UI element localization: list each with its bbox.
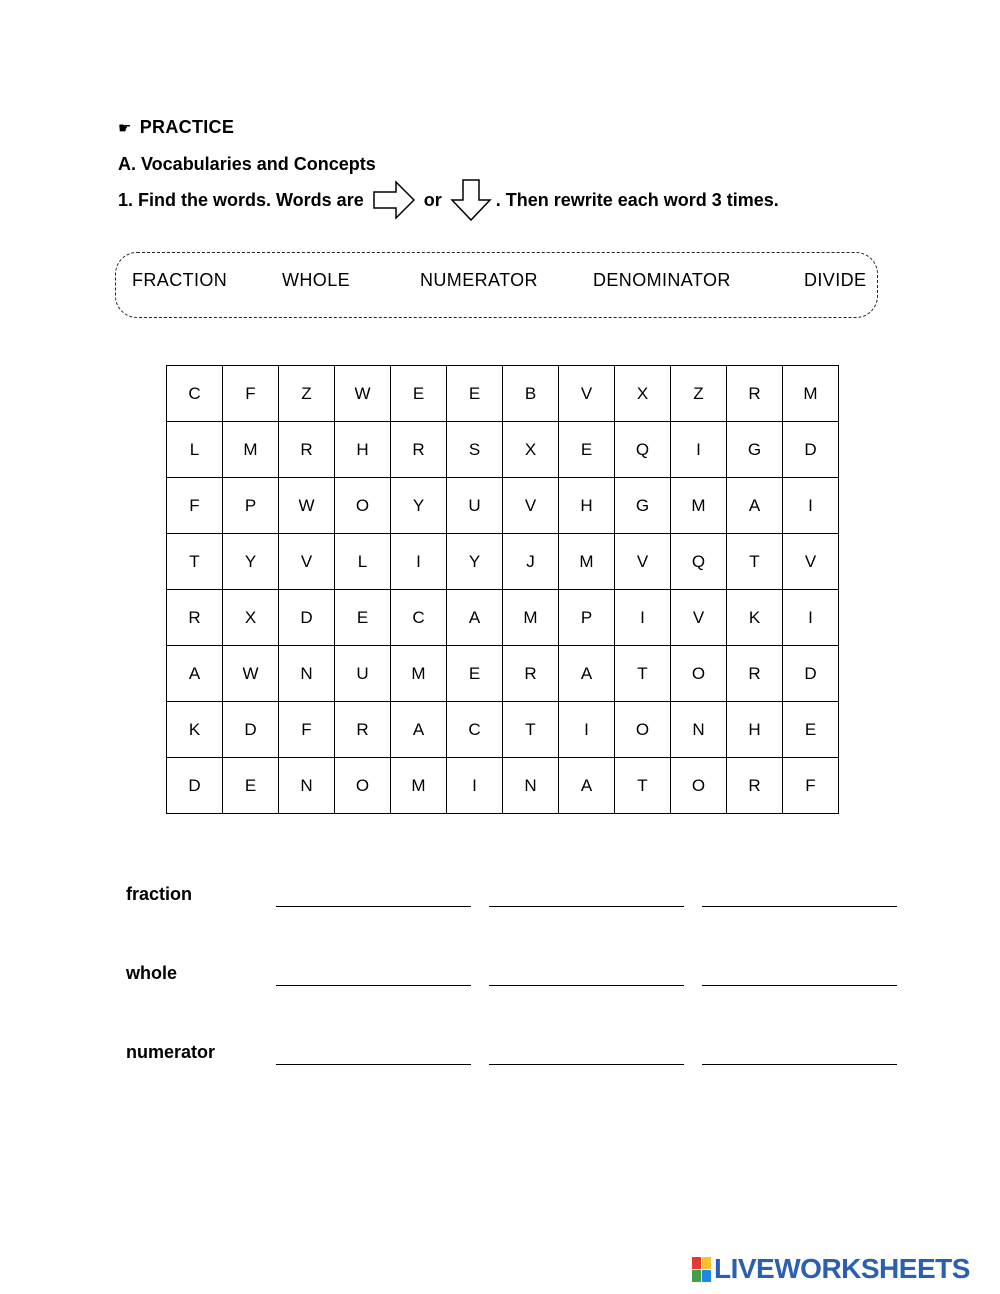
grid-cell[interactable]: M: [503, 590, 559, 646]
grid-cell[interactable]: O: [671, 646, 727, 702]
grid-cell[interactable]: O: [671, 758, 727, 814]
rewrite-blank[interactable]: [276, 1064, 471, 1065]
grid-cell[interactable]: R: [503, 646, 559, 702]
down-arrow-icon: [450, 178, 492, 222]
rewrite-row: [126, 1042, 926, 1072]
logo-block: [692, 1270, 701, 1282]
grid-cell[interactable]: E: [447, 646, 503, 702]
grid-cell[interactable]: C: [391, 590, 447, 646]
grid-cell[interactable]: E: [391, 366, 447, 422]
grid-cell[interactable]: E: [559, 422, 615, 478]
rewrite-blank[interactable]: [276, 906, 471, 907]
rewrite-blank[interactable]: [702, 1064, 897, 1065]
grid-cell[interactable]: X: [615, 366, 671, 422]
grid-cell[interactable]: F: [783, 758, 839, 814]
grid-cell[interactable]: N: [503, 758, 559, 814]
section-title: A. Vocabularies and Concepts: [118, 154, 376, 174]
grid-cell[interactable]: E: [447, 366, 503, 422]
grid-cell[interactable]: X: [503, 422, 559, 478]
word-bank-item: DIVIDE: [804, 270, 867, 290]
grid-cell[interactable]: A: [391, 702, 447, 758]
grid-cell[interactable]: M: [223, 422, 279, 478]
grid-cell[interactable]: M: [391, 646, 447, 702]
grid-cell[interactable]: A: [727, 478, 783, 534]
grid-cell[interactable]: D: [783, 422, 839, 478]
rewrite-blank[interactable]: [702, 985, 897, 986]
grid-cell[interactable]: D: [279, 590, 335, 646]
grid-cell[interactable]: I: [391, 534, 447, 590]
grid-cell[interactable]: D: [223, 702, 279, 758]
grid-cell[interactable]: V: [503, 478, 559, 534]
grid-cell[interactable]: N: [279, 758, 335, 814]
grid-row: [167, 590, 839, 646]
grid-cell[interactable]: I: [559, 702, 615, 758]
grid-cell[interactable]: W: [223, 646, 279, 702]
grid-cell[interactable]: Z: [671, 366, 727, 422]
word-bank-item: FRACTION: [132, 270, 228, 290]
rewrite-word: numerator: [126, 1042, 216, 1062]
grid-cell[interactable]: S: [447, 422, 503, 478]
grid-cell[interactable]: T: [727, 534, 783, 590]
rewrite-blank[interactable]: [489, 906, 684, 907]
grid-cell[interactable]: T: [615, 758, 671, 814]
grid-cell[interactable]: K: [167, 702, 223, 758]
logo-block: [692, 1257, 701, 1269]
grid-cell[interactable]: V: [559, 366, 615, 422]
grid-cell[interactable]: A: [559, 646, 615, 702]
grid-cell[interactable]: T: [615, 646, 671, 702]
practice-label: PRACTICE: [139, 117, 235, 137]
grid-cell[interactable]: U: [335, 646, 391, 702]
grid-cell[interactable]: T: [503, 702, 559, 758]
word-bank-item: WHOLE: [282, 270, 351, 290]
grid-row: [167, 646, 839, 702]
grid-cell[interactable]: N: [279, 646, 335, 702]
grid-cell[interactable]: G: [615, 478, 671, 534]
grid-cell[interactable]: Y: [223, 534, 279, 590]
grid-cell[interactable]: X: [223, 590, 279, 646]
grid-cell[interactable]: N: [671, 702, 727, 758]
practice-heading: [118, 117, 234, 138]
grid-cell[interactable]: R: [167, 590, 223, 646]
grid-cell[interactable]: B: [503, 366, 559, 422]
grid-cell[interactable]: P: [559, 590, 615, 646]
logo-block: [702, 1257, 711, 1269]
grid-cell[interactable]: G: [727, 422, 783, 478]
grid-cell[interactable]: D: [783, 646, 839, 702]
word-bank-item: NUMERATOR: [420, 270, 538, 290]
rewrite-word: fraction: [126, 884, 193, 904]
grid-cell[interactable]: M: [783, 366, 839, 422]
grid-cell[interactable]: M: [391, 758, 447, 814]
grid-cell[interactable]: R: [391, 422, 447, 478]
logo-mark-icon: [692, 1257, 711, 1282]
instruction-or: or: [423, 189, 442, 210]
grid-cell[interactable]: F: [279, 702, 335, 758]
grid-cell[interactable]: V: [783, 534, 839, 590]
rewrite-blank[interactable]: [489, 1064, 684, 1065]
logo-block: [702, 1270, 711, 1282]
grid-cell[interactable]: I: [447, 758, 503, 814]
instruction-start: 1. Find the words. Words are: [118, 189, 364, 210]
grid-cell[interactable]: D: [167, 758, 223, 814]
rewrite-word: whole: [126, 963, 178, 983]
rewrite-blank[interactable]: [489, 985, 684, 986]
instruction: [118, 178, 779, 222]
grid-cell[interactable]: L: [167, 422, 223, 478]
grid-cell[interactable]: P: [223, 478, 279, 534]
rewrite-row: [126, 884, 926, 914]
grid-cell[interactable]: Q: [615, 422, 671, 478]
grid-cell[interactable]: R: [727, 758, 783, 814]
grid-cell[interactable]: C: [167, 366, 223, 422]
grid-row: [167, 366, 839, 422]
grid-cell[interactable]: V: [279, 534, 335, 590]
grid-cell[interactable]: Z: [279, 366, 335, 422]
pointing-hand-icon: ☛: [118, 119, 132, 137]
rewrite-row: [126, 963, 926, 993]
grid-cell[interactable]: R: [727, 646, 783, 702]
grid-cell[interactable]: F: [223, 366, 279, 422]
grid-cell[interactable]: E: [335, 590, 391, 646]
grid-cell[interactable]: R: [279, 422, 335, 478]
grid-cell[interactable]: R: [727, 366, 783, 422]
grid-cell[interactable]: M: [559, 534, 615, 590]
rewrite-blank[interactable]: [276, 985, 471, 986]
grid-cell[interactable]: V: [671, 590, 727, 646]
grid-cell[interactable]: C: [447, 702, 503, 758]
grid-cell[interactable]: R: [335, 702, 391, 758]
grid-cell[interactable]: A: [167, 646, 223, 702]
grid-cell[interactable]: W: [335, 366, 391, 422]
grid-cell[interactable]: V: [615, 534, 671, 590]
grid-cell[interactable]: A: [447, 590, 503, 646]
grid-cell[interactable]: E: [223, 758, 279, 814]
grid-cell[interactable]: I: [671, 422, 727, 478]
grid-cell[interactable]: F: [167, 478, 223, 534]
grid-cell[interactable]: W: [279, 478, 335, 534]
right-arrow-icon: [372, 180, 416, 220]
grid-cell[interactable]: U: [447, 478, 503, 534]
instruction-end: . Then rewrite each word 3 times.: [495, 189, 779, 210]
grid-cell[interactable]: H: [727, 702, 783, 758]
grid-cell[interactable]: I: [615, 590, 671, 646]
grid-cell[interactable]: O: [615, 702, 671, 758]
grid-cell[interactable]: O: [335, 758, 391, 814]
grid-row: [167, 758, 839, 814]
grid-cell[interactable]: H: [559, 478, 615, 534]
grid-cell[interactable]: Y: [447, 534, 503, 590]
word-bank-item: DENOMINATOR: [593, 270, 731, 290]
grid-cell[interactable]: K: [727, 590, 783, 646]
grid-row: [167, 478, 839, 534]
grid-row: [167, 422, 839, 478]
grid-cell[interactable]: I: [783, 590, 839, 646]
grid-cell[interactable]: O: [335, 478, 391, 534]
grid-cell[interactable]: A: [559, 758, 615, 814]
grid-cell[interactable]: Q: [671, 534, 727, 590]
rewrite-blank[interactable]: [702, 906, 897, 907]
grid-cell[interactable]: E: [783, 702, 839, 758]
liveworksheets-logo: [692, 1255, 970, 1283]
word-bank: [115, 252, 878, 318]
grid-cell[interactable]: L: [335, 534, 391, 590]
grid-cell[interactable]: Y: [391, 478, 447, 534]
word-search-grid: [166, 365, 839, 814]
grid-cell[interactable]: H: [335, 422, 391, 478]
grid-cell[interactable]: J: [503, 534, 559, 590]
grid-cell[interactable]: I: [783, 478, 839, 534]
logo-text: LIVEWORKSHEETS: [714, 1253, 970, 1284]
grid-cell[interactable]: T: [167, 534, 223, 590]
grid-row: [167, 702, 839, 758]
grid-cell[interactable]: M: [671, 478, 727, 534]
grid-row: [167, 534, 839, 590]
